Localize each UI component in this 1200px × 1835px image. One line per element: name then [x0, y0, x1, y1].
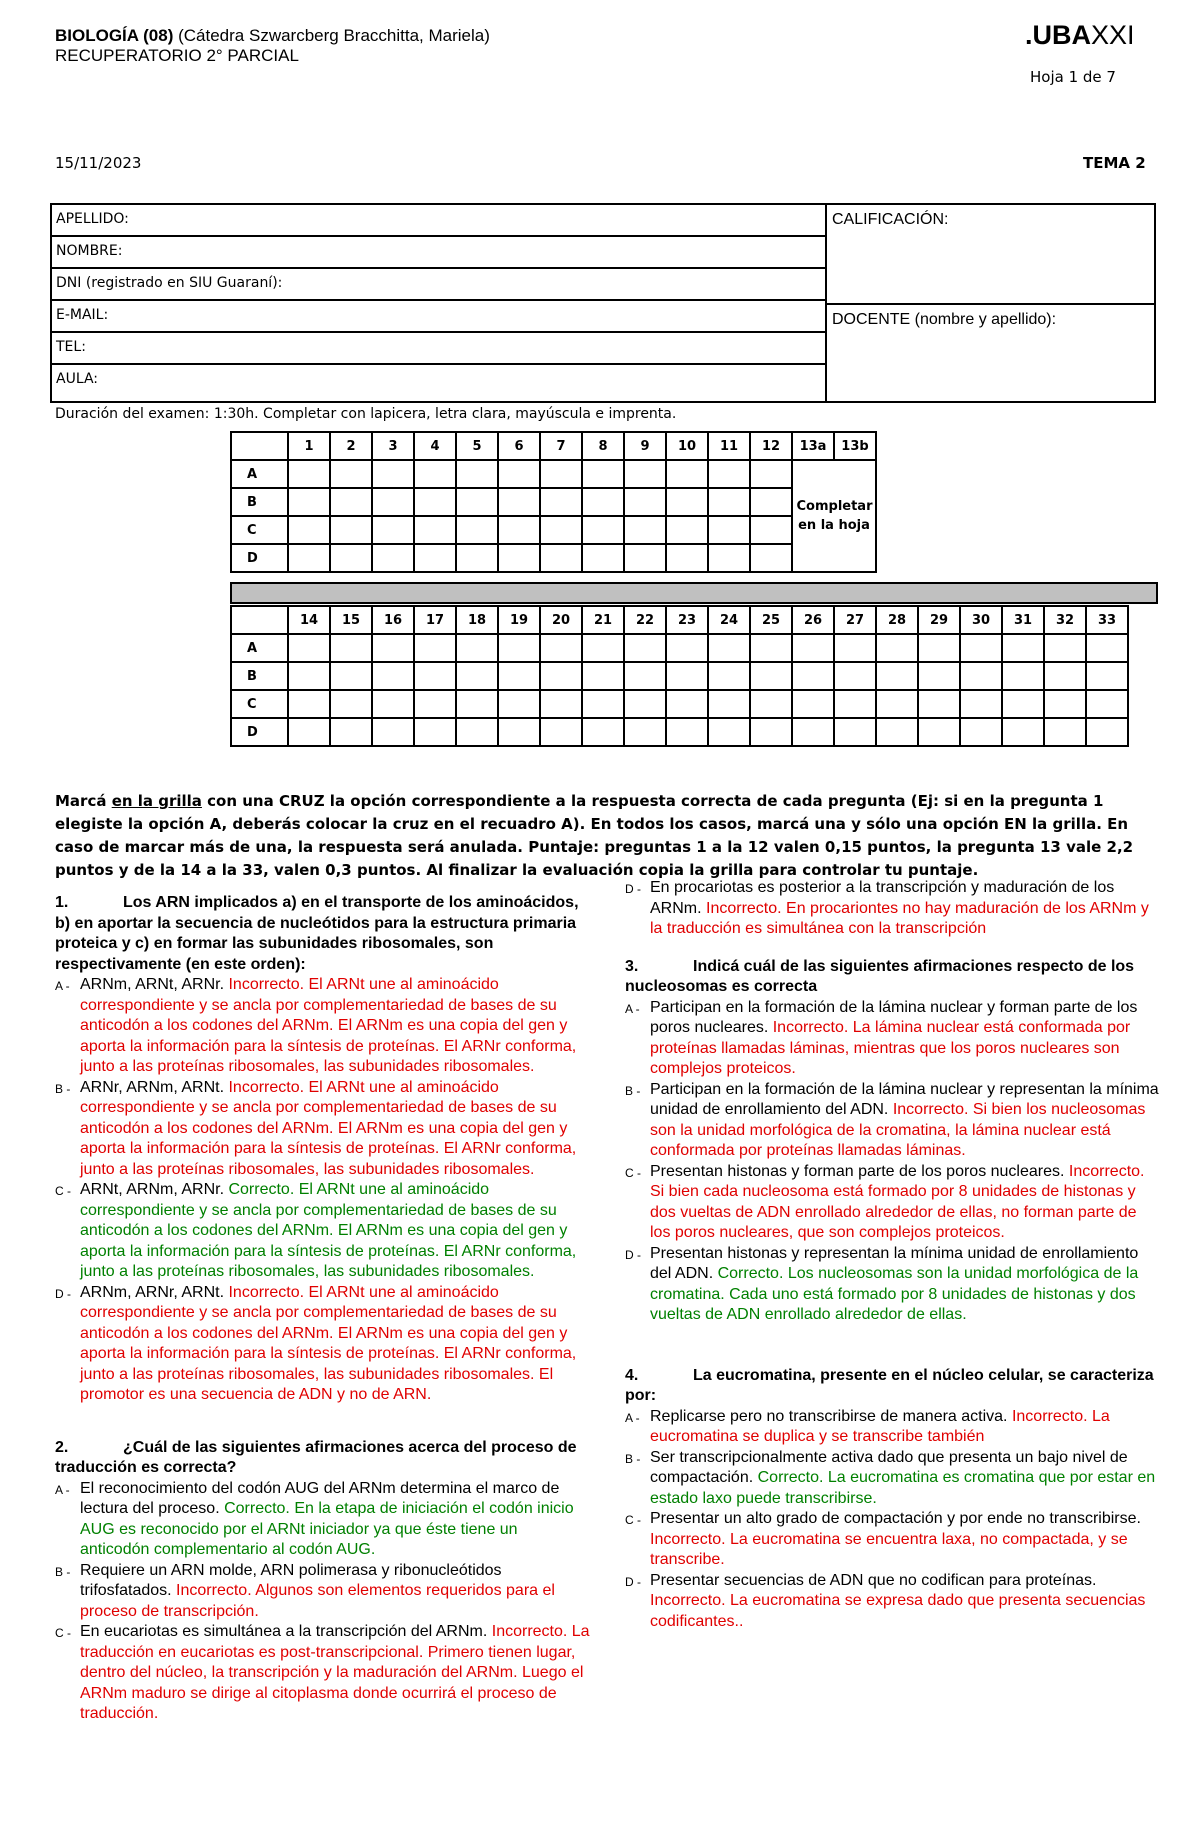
answer-cell[interactable] [414, 662, 456, 690]
answer-cell[interactable] [960, 690, 1002, 718]
option-letter: D - [625, 1247, 641, 1262]
answer-cell[interactable] [540, 634, 582, 662]
grid1-col: 5 [456, 432, 498, 460]
answer-cell[interactable] [414, 718, 456, 746]
answer-cell[interactable] [288, 488, 330, 516]
answer-cell[interactable] [750, 718, 792, 746]
grid2-row-label: B [231, 662, 288, 690]
answer-cell[interactable] [498, 460, 540, 488]
grid1-col: 12 [750, 432, 792, 460]
answer-cell[interactable] [498, 690, 540, 718]
answer-cell[interactable] [540, 488, 582, 516]
answer-cell[interactable] [540, 544, 582, 572]
grid2-header-row [231, 606, 1128, 634]
answer-cell[interactable] [1044, 662, 1086, 690]
name-field[interactable]: NOMBRE: [52, 237, 827, 269]
question-text: ¿Cuál de las siguientes afirmaciones acerca del proceso de traducción es correcta? [55, 1438, 577, 1476]
answer-cell[interactable] [456, 662, 498, 690]
answer-cell[interactable] [498, 544, 540, 572]
instructions [55, 790, 1150, 882]
answer-cell[interactable] [582, 690, 624, 718]
answer-cell[interactable] [624, 690, 666, 718]
answer-cell[interactable] [708, 544, 750, 572]
spacer [625, 940, 1160, 957]
option-feedback: Incorrecto. La eucromatina se duplica y se transcribe también [650, 1407, 1110, 1445]
answer-cell[interactable] [792, 662, 834, 690]
option-feedback: Incorrecto. El ARNt une al aminoácido correspondiente y se ancla por complementariedad de bases de su anticodón a los codones del ARNm. El ARNm es una copia del gen y aporta la información para la síntesis de proteínas. El ARNr conforma, junto a las proteínas ribosomales, las subunidades ribosomales. [80, 976, 577, 1075]
answer-cell[interactable] [372, 718, 414, 746]
question-1 [55, 893, 590, 975]
grid2-col: 32 [1044, 606, 1086, 634]
answer-cell[interactable] [288, 544, 330, 572]
grid1-row [231, 460, 876, 488]
email-field[interactable]: E-MAIL: [52, 301, 827, 333]
option-text: Presentar secuencias de ADN que no codifican para proteínas. [650, 1571, 1097, 1589]
exam-duration: Duración del examen: 1:30h. Completar con lapicera, letra clara, mayúscula e imprenta. [55, 406, 677, 422]
answer-cell[interactable] [1086, 690, 1128, 718]
grid1-col: 7 [540, 432, 582, 460]
answer-cell[interactable] [330, 662, 372, 690]
course-subject: BIOLOGÍA (08) [55, 26, 174, 45]
q4-option-a [625, 1407, 1160, 1448]
option-letter: D - [55, 1286, 71, 1301]
option-letter: B - [625, 1451, 641, 1466]
grid2-col: 17 [414, 606, 456, 634]
grid1-row-label: D [231, 544, 288, 572]
option-text: Presentar un alto grado de compactación y por ende no transcribirse. [650, 1510, 1141, 1527]
answer-cell[interactable] [708, 662, 750, 690]
option-feedback: Incorrecto. Algunos son elementos requeridos para el proceso de transcripción. [80, 1582, 555, 1620]
grid2-col: 19 [498, 606, 540, 634]
option-letter: B - [55, 1081, 71, 1096]
answer-cell[interactable] [330, 718, 372, 746]
option-text: ARNr, ARNm, ARNt. [80, 1078, 229, 1096]
grid2-col: 14 [288, 606, 330, 634]
option-text: Requiere un ARN molde, ARN polimerasa y ribonucleótidos trifosfatados. [80, 1561, 502, 1599]
answer-cell[interactable] [666, 662, 708, 690]
answer-cell[interactable] [414, 488, 456, 516]
grid1-row-label: B [231, 488, 288, 516]
answer-cell[interactable] [330, 544, 372, 572]
answer-cell[interactable] [582, 662, 624, 690]
answer-grid-1 [230, 431, 877, 573]
grid2-row-label: A [231, 634, 288, 662]
student-form [50, 203, 1156, 403]
grid1-col: 9 [624, 432, 666, 460]
answer-cell[interactable] [750, 488, 792, 516]
grid1-col: 13a [792, 432, 834, 460]
question-2 [55, 1438, 590, 1479]
spacer [625, 1326, 1160, 1366]
answer-cell[interactable] [498, 488, 540, 516]
question-number: 3. [625, 957, 639, 975]
teacher-field[interactable]: DOCENTE (nombre y apellido): [832, 311, 1057, 328]
answer-cell[interactable] [624, 460, 666, 488]
grid-separator [230, 582, 1158, 604]
option-feedback: Correcto. En la etapa de iniciación el codón inicio AUG es reconocido por el ARNt iniciador ya que éste tiene un anticodón complementario al codón AUG. [80, 1500, 574, 1558]
answer-cell[interactable] [708, 634, 750, 662]
option-text: Replicarse pero no transcribirse de manera activa. [650, 1407, 1012, 1425]
option-text: Presentan histonas y forman parte de los poros nucleares. [650, 1162, 1069, 1180]
answer-cell[interactable] [414, 460, 456, 488]
instructions-underlined: en la grilla [111, 792, 202, 810]
grid2-row [231, 634, 1128, 662]
option-letter: D - [625, 882, 641, 896]
answer-cell[interactable] [876, 634, 918, 662]
q1-option-b [55, 1078, 590, 1181]
option-letter: A - [625, 1410, 640, 1425]
answer-cell[interactable] [1002, 662, 1044, 690]
option-text: En eucariotas es simultánea a la transcripción del ARNm. [80, 1623, 492, 1640]
answer-cell[interactable] [288, 718, 330, 746]
answer-cell[interactable] [540, 460, 582, 488]
grading-fields [827, 205, 1154, 401]
answer-cell[interactable] [330, 634, 372, 662]
answer-cell[interactable] [1002, 634, 1044, 662]
answer-cell[interactable] [330, 488, 372, 516]
answer-cell[interactable] [1086, 718, 1128, 746]
grid2-row [231, 690, 1128, 718]
answer-cell[interactable] [582, 488, 624, 516]
answer-cell[interactable] [582, 544, 624, 572]
answer-cell[interactable] [498, 662, 540, 690]
answer-cell[interactable] [456, 460, 498, 488]
answer-cell[interactable] [666, 718, 708, 746]
answer-cell[interactable] [666, 544, 708, 572]
option-letter: A - [55, 979, 70, 993]
question-number: 2. [55, 1438, 69, 1456]
answer-cell[interactable] [876, 662, 918, 690]
option-text: Presentan histonas y representan la mínima unidad de enrollamiento del ADN. [650, 1244, 1139, 1282]
answer-cell[interactable] [708, 690, 750, 718]
answer-cell[interactable] [372, 634, 414, 662]
answer-cell[interactable] [288, 662, 330, 690]
answer-cell[interactable] [498, 634, 540, 662]
grid1-col: 2 [330, 432, 372, 460]
grid2-row-label: D [231, 718, 288, 746]
student-fields [52, 205, 827, 401]
answer-cell[interactable] [792, 634, 834, 662]
grid1-row-label: C [231, 516, 288, 544]
complete-on-sheet-text: Completar en la hoja [796, 499, 873, 533]
grid1-col: 1 [288, 432, 330, 460]
answer-cell[interactable] [834, 634, 876, 662]
answer-cell[interactable] [666, 634, 708, 662]
grid2-col: 20 [540, 606, 582, 634]
q4-option-b [625, 1448, 1160, 1510]
answer-cell[interactable] [666, 516, 708, 544]
answer-cell[interactable] [624, 544, 666, 572]
grid1-row-label: A [231, 460, 288, 488]
grid2-col: 21 [582, 606, 624, 634]
option-feedback: Incorrecto. La eucromatina se encuentra laxa, no compactada, y se transcribe. [650, 1530, 1128, 1568]
answer-cell[interactable] [582, 634, 624, 662]
answer-cell[interactable] [498, 516, 540, 544]
grid2-col: 24 [708, 606, 750, 634]
course-chair: (Cátedra Szwarcberg Bracchitta, Mariela) [173, 26, 490, 45]
answer-cell[interactable] [1044, 718, 1086, 746]
option-feedback: Incorrecto. El ARNt une al aminoácido correspondiente y se ancla por complementariedad de bases de su anticodón a los codones del ARNm. El ARNm es una copia del gen y aporta la información para la síntesis de proteínas. El ARNr conforma, junto a las proteínas ribosomales, las subunidades ribosomales. [80, 1078, 577, 1178]
grid1-row [231, 544, 876, 572]
grid1-header-row [231, 432, 876, 460]
grid2-col: 30 [960, 606, 1002, 634]
answer-cell[interactable] [372, 544, 414, 572]
answer-cell[interactable] [624, 662, 666, 690]
question-text: Los ARN implicados a) en el transporte de los aminoácidos, b) en aportar la secuencia de nucleótidos para la estructura primaria proteica y c) en formar las subunidades ribosomales, son respectivamente (en este orden): [55, 894, 579, 973]
option-letter: D - [625, 1574, 641, 1589]
answer-cell[interactable] [960, 718, 1002, 746]
instructions-part2: con una CRUZ la opción correspondiente a la respuesta correcta de cada pregunta (Ej: si en la pregunta 1 elegiste la opción A, deberás colocar la cruz en el recuadro A). En todos los casos, marcá una y sólo una opción EN la grilla. En caso de marcar más de una, la respuesta será anulada. Puntaje: preguntas 1 a la 12 valen 0,15 puntos, la pregunta 13 vale 2,2 puntos y de la 14 a la 33, valen 0,3 puntos. Al finalizar la evaluación copia la grilla para controlar tu puntaje. [55, 792, 1134, 879]
answer-cell[interactable] [330, 516, 372, 544]
exam-name: RECUPERATORIO 2° PARCIAL [55, 46, 299, 65]
answer-grid-2 [230, 605, 1129, 747]
question-text: La eucromatina, presente en el núcleo celular, se caracteriza por: [625, 1366, 1154, 1404]
q3-option-b [625, 1080, 1160, 1162]
answer-cell[interactable] [624, 516, 666, 544]
phone-field[interactable]: TEL: [52, 333, 827, 365]
left-column [55, 893, 590, 1725]
answer-cell[interactable] [666, 690, 708, 718]
answer-cell[interactable] [1002, 718, 1044, 746]
grid2-col: 29 [918, 606, 960, 634]
q2-option-c [55, 1622, 590, 1725]
answer-cell[interactable] [288, 690, 330, 718]
option-letter: C - [55, 1626, 71, 1640]
option-letter: C - [55, 1184, 71, 1198]
question-text: Indicá cuál de las siguientes afirmaciones respecto de los nucleosomas es correcta [625, 957, 1135, 995]
answer-cell[interactable] [456, 718, 498, 746]
instructions-part1: Marcá [55, 792, 112, 810]
grid2-col: 27 [834, 606, 876, 634]
answer-cell[interactable] [414, 544, 456, 572]
grid1-col: 4 [414, 432, 456, 460]
grid1-col: 6 [498, 432, 540, 460]
surname-field[interactable]: APELLIDO: [52, 205, 827, 237]
answer-cell[interactable] [1086, 634, 1128, 662]
answer-cell[interactable] [666, 460, 708, 488]
answer-cell[interactable] [414, 634, 456, 662]
answer-cell[interactable] [456, 544, 498, 572]
answer-cell[interactable] [750, 634, 792, 662]
q1-option-a [55, 975, 590, 1078]
grid2-col: 31 [1002, 606, 1044, 634]
answer-cell[interactable] [540, 718, 582, 746]
option-feedback: Incorrecto. Si bien los nucleosomas son la unidad morfológica de la cromatina, la lámina nuclear está conformada por proteínas llamadas láminas. [650, 1101, 1146, 1159]
answer-cell[interactable] [582, 460, 624, 488]
grid1-col: 13b [834, 432, 876, 460]
answer-cell[interactable] [498, 718, 540, 746]
answer-cell[interactable] [750, 662, 792, 690]
grid1-col: 11 [708, 432, 750, 460]
answer-cell[interactable] [708, 460, 750, 488]
answer-cell[interactable] [456, 488, 498, 516]
grid2-col: 26 [792, 606, 834, 634]
grid-corner [231, 606, 288, 634]
option-text: Participan en la formación de la lámina nuclear y forman parte de los poros nucleares. [650, 998, 1138, 1036]
logo-xxi: XXI [1091, 20, 1135, 50]
option-text: Ser transcripcionalmente activa dado que presenta un bajo nivel de compactación. [650, 1448, 1128, 1486]
answer-cell[interactable] [372, 690, 414, 718]
answer-cell[interactable] [918, 662, 960, 690]
grid2-col: 18 [456, 606, 498, 634]
answer-cell[interactable] [834, 690, 876, 718]
answer-cell[interactable] [1044, 690, 1086, 718]
answer-cell[interactable] [456, 634, 498, 662]
answer-cell[interactable] [372, 488, 414, 516]
option-letter: A - [55, 1482, 70, 1497]
grade-field[interactable]: CALIFICACIÓN: [827, 205, 1154, 305]
grid2-col: 22 [624, 606, 666, 634]
q1-option-c [55, 1180, 590, 1283]
answer-cell[interactable] [750, 460, 792, 488]
answer-cell[interactable] [750, 690, 792, 718]
grid1-col: 10 [666, 432, 708, 460]
option-feedback: Incorrecto. La eucromatina se expresa dado que presenta secuencias codificantes.. [650, 1592, 1146, 1630]
q3-option-c [625, 1162, 1160, 1244]
answer-cell[interactable] [960, 662, 1002, 690]
option-feedback: Correcto. El ARNt une al aminoácido correspondiente y se ancla por complementariedad de bases de su anticodón a los codones del ARNm. El ARNm es una copia del gen y aporta la información para la síntesis de proteínas. El ARNr conforma, junto a las proteínas ribosomales, las subunidades ribosomales. [80, 1181, 577, 1280]
answer-cell[interactable] [834, 662, 876, 690]
answer-cell[interactable] [624, 634, 666, 662]
option-letter: B - [55, 1564, 71, 1579]
grid2-row-label: C [231, 690, 288, 718]
grid1-row [231, 516, 876, 544]
answer-cell[interactable] [918, 690, 960, 718]
question-number: 1. [55, 894, 69, 911]
answer-cell[interactable] [834, 718, 876, 746]
answer-cell[interactable] [876, 690, 918, 718]
option-text: ARNm, ARNt, ARNr. [80, 976, 229, 993]
answer-cell[interactable] [372, 516, 414, 544]
q3-option-d [625, 1244, 1160, 1326]
answer-cell[interactable] [624, 488, 666, 516]
grid2-col: 23 [666, 606, 708, 634]
answer-cell[interactable] [1044, 634, 1086, 662]
option-text: ARNm, ARNr, ARNt. [80, 1283, 229, 1301]
answer-cell[interactable] [708, 718, 750, 746]
q4-option-c [625, 1509, 1160, 1571]
answer-cell[interactable] [960, 634, 1002, 662]
dni-field[interactable]: DNI (registrado en SIU Guaraní): [52, 269, 827, 301]
question-3 [625, 957, 1160, 998]
answer-cell[interactable] [582, 516, 624, 544]
option-feedback: Incorrecto. En procariontes no hay maduración de los ARNm y la traducción es simultánea con la transcripción [650, 899, 1149, 937]
answer-cell[interactable] [288, 634, 330, 662]
answer-cell[interactable] [708, 516, 750, 544]
grid2-row [231, 662, 1128, 690]
option-text: El reconocimiento del codón AUG del ARNm determina el marco de lectura del proceso. [80, 1479, 560, 1517]
grid1-col: 3 [372, 432, 414, 460]
option-letter: C - [625, 1165, 641, 1180]
answer-cell[interactable] [414, 516, 456, 544]
right-column [625, 878, 1160, 1632]
answer-cell[interactable] [708, 488, 750, 516]
grid1-row [231, 488, 876, 516]
answer-cell[interactable] [456, 516, 498, 544]
option-feedback: Correcto. La eucromatina es cromatina que por estar en estado laxo puede transcribirse. [650, 1469, 1156, 1507]
grid2-col: 25 [750, 606, 792, 634]
answer-cell[interactable] [876, 718, 918, 746]
grid2-col: 28 [876, 606, 918, 634]
answer-cell[interactable] [288, 516, 330, 544]
option-text: ARNt, ARNm, ARNr. [80, 1181, 229, 1198]
answer-cell[interactable] [372, 662, 414, 690]
answer-cell[interactable] [666, 488, 708, 516]
answer-cell[interactable] [1086, 662, 1128, 690]
answer-cell[interactable] [540, 662, 582, 690]
grid2-col: 16 [372, 606, 414, 634]
q1-option-d [55, 1283, 590, 1406]
answer-cell[interactable] [456, 690, 498, 718]
option-text: En procariotas es posterior a la transcripción y maduración de los ARNm. [650, 879, 1115, 917]
answer-cell[interactable] [624, 718, 666, 746]
answer-cell[interactable] [330, 690, 372, 718]
answer-cell[interactable] [330, 460, 372, 488]
option-feedback: Incorrecto. La traducción en eucariotas es post-transcripcional. Primero tienen lugar, dentro del núcleo, la transcripción y la maduración del ARNm. Luego el ARNm maduro se dirige al citoplasma donde ocurrirá el proceso de traducción. [80, 1623, 590, 1722]
grid2-col: 33 [1086, 606, 1128, 634]
question-4 [625, 1366, 1160, 1407]
answer-cell[interactable] [750, 544, 792, 572]
grid2-col: 15 [330, 606, 372, 634]
option-letter: B - [625, 1083, 641, 1098]
question-number: 4. [625, 1366, 639, 1384]
q2-option-b [55, 1561, 590, 1623]
uba-xxi-logo [1025, 20, 1135, 51]
classroom-field[interactable]: AULA: [52, 365, 827, 401]
option-feedback: Incorrecto. El ARNt une al aminoácido correspondiente y se ancla por complementariedad de bases de su anticodón a los codones del ARNm. El ARNm es una copia del gen y aporta la información para la síntesis de proteínas. El ARNr conforma, junto a las proteínas ribosomales, las subunidades ribosomales. El promotor es una secuencia de ADN y no de ARN. [80, 1283, 577, 1403]
answer-cell[interactable] [582, 718, 624, 746]
exam-theme: TEMA 2 [1083, 154, 1146, 172]
answer-cell[interactable] [288, 460, 330, 488]
grid2-row [231, 718, 1128, 746]
logo-uba: .UBA [1025, 20, 1091, 50]
q4-option-d [625, 1571, 1160, 1633]
spacer [55, 1406, 590, 1438]
answer-cell[interactable] [1002, 690, 1044, 718]
q2-option-a [55, 1479, 590, 1561]
option-feedback: Incorrecto. La lámina nuclear está conformada por proteínas llamadas láminas, mientras que los poros nucleares son complejos proteicos. [650, 1019, 1131, 1077]
answer-cell[interactable] [918, 634, 960, 662]
answer-cell[interactable] [750, 516, 792, 544]
q2-option-d [625, 878, 1160, 940]
option-feedback: Correcto. Los nucleosomas son la unidad morfológica de la cromatina. Cada uno está formado por 8 unidades de histonas y dos vueltas de ADN enrollado alrededor de ellas. [650, 1265, 1139, 1323]
grid-corner [231, 432, 288, 460]
complete-on-sheet-note [792, 460, 876, 572]
answer-cell[interactable] [792, 690, 834, 718]
answer-cell[interactable] [792, 718, 834, 746]
option-letter: C - [625, 1513, 641, 1527]
sheet-number: Hoja 1 de 7 [1030, 68, 1116, 86]
answer-cell[interactable] [414, 690, 456, 718]
grid1-col: 8 [582, 432, 624, 460]
option-text: Participan en la formación de la lámina nuclear y representan la mínima unidad de enrollamiento del ADN. [650, 1080, 1159, 1118]
course-title [55, 26, 490, 46]
answer-cell[interactable] [540, 516, 582, 544]
q3-option-a [625, 998, 1160, 1080]
option-letter: A - [625, 1001, 640, 1016]
answer-cell[interactable] [372, 460, 414, 488]
answer-cell[interactable] [540, 690, 582, 718]
exam-date: 15/11/2023 [55, 154, 142, 172]
answer-cell[interactable] [918, 718, 960, 746]
option-feedback: Incorrecto. Si bien cada nucleosoma está formado por 8 unidades de histonas y dos vueltas de ADN enrollado alrededor de ellas, no forman parte de los poros nucleares, que son complejos proteicos. [650, 1162, 1145, 1241]
